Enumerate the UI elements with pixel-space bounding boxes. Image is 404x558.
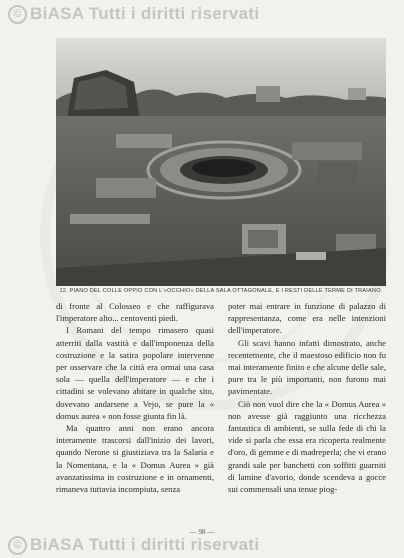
copyright-icon: © — [8, 5, 27, 24]
figure-caption: 12. PIANO DEL COLLE OPPIO CON L'«OCCHIO» DELLA SALA OTTAGONALE, E I RESTI DELLE TERME DI TRAIANO. — [59, 288, 383, 294]
text-column-left — [56, 300, 214, 495]
paragraph: Ma quattro anni non erano ancora interamente trascorsi dall'inizio dei lavori, quando Nerone si giustiziava tra la Salaria e la Nomentana, e la « Domus Aurea » già avanzatissima in costruzione e in ornamenti, rimaneva tuttavia incompiuta, senza — [56, 423, 214, 495]
page-number: — 98 — — [189, 528, 215, 536]
watermark-top-text: BiASA Tutti i diritti riservati — [30, 4, 260, 23]
paragraph: di fronte al Colosseo e che raffigurava l'imperatore alto... centoventi piedi. — [56, 301, 214, 324]
photograph-illustration — [56, 38, 386, 286]
paragraph: I Romani del tempo rimasero quasi atterriti dalla vastità e dall'imponenza della costruzione e la satira popolare intervenne per osservare che la città era ormai una casa sola — quella dell'imperatore — e che i cittadini se volevano abitare in qualche sito, dovevano andarsene a Vejo, se pure la « domus aurea » non fosse giunta fin là. — [56, 325, 214, 421]
watermark-bottom — [8, 535, 259, 555]
paragraph: poter mai entrare in funzione di palazzo di rappresentanza, come era nelle intenzioni dell'imperatore. — [228, 301, 386, 336]
paragraph: Ciò non vuol dire che la « Domus Aurea » non avesse già raggiunto una ricchezza fantastica di ambienti, se sulla fede di chi la vide si parla che essa era ricoperta realmente d'oro, di gemme e di madreperla; che vi erano grandi sale per banchetti con soffitti guarniti di lamine d'avorio, donde scendeva a gocce sui commensali una tenue piog- — [228, 398, 386, 495]
text-column-right — [228, 300, 386, 495]
watermark-top — [8, 4, 259, 24]
watermark-bottom-text: BiASA Tutti i diritti riservati — [30, 535, 260, 554]
photograph-colle-oppio — [56, 38, 386, 286]
copyright-icon: © — [8, 536, 27, 555]
paragraph: Gli scavi hanno infatti dimostrato, anche recentemente, che il maestoso edificio non fu mai interamente finito e che alcune delle sale, pure tra le più importanti, non furono mai pavimentate. — [228, 337, 386, 397]
